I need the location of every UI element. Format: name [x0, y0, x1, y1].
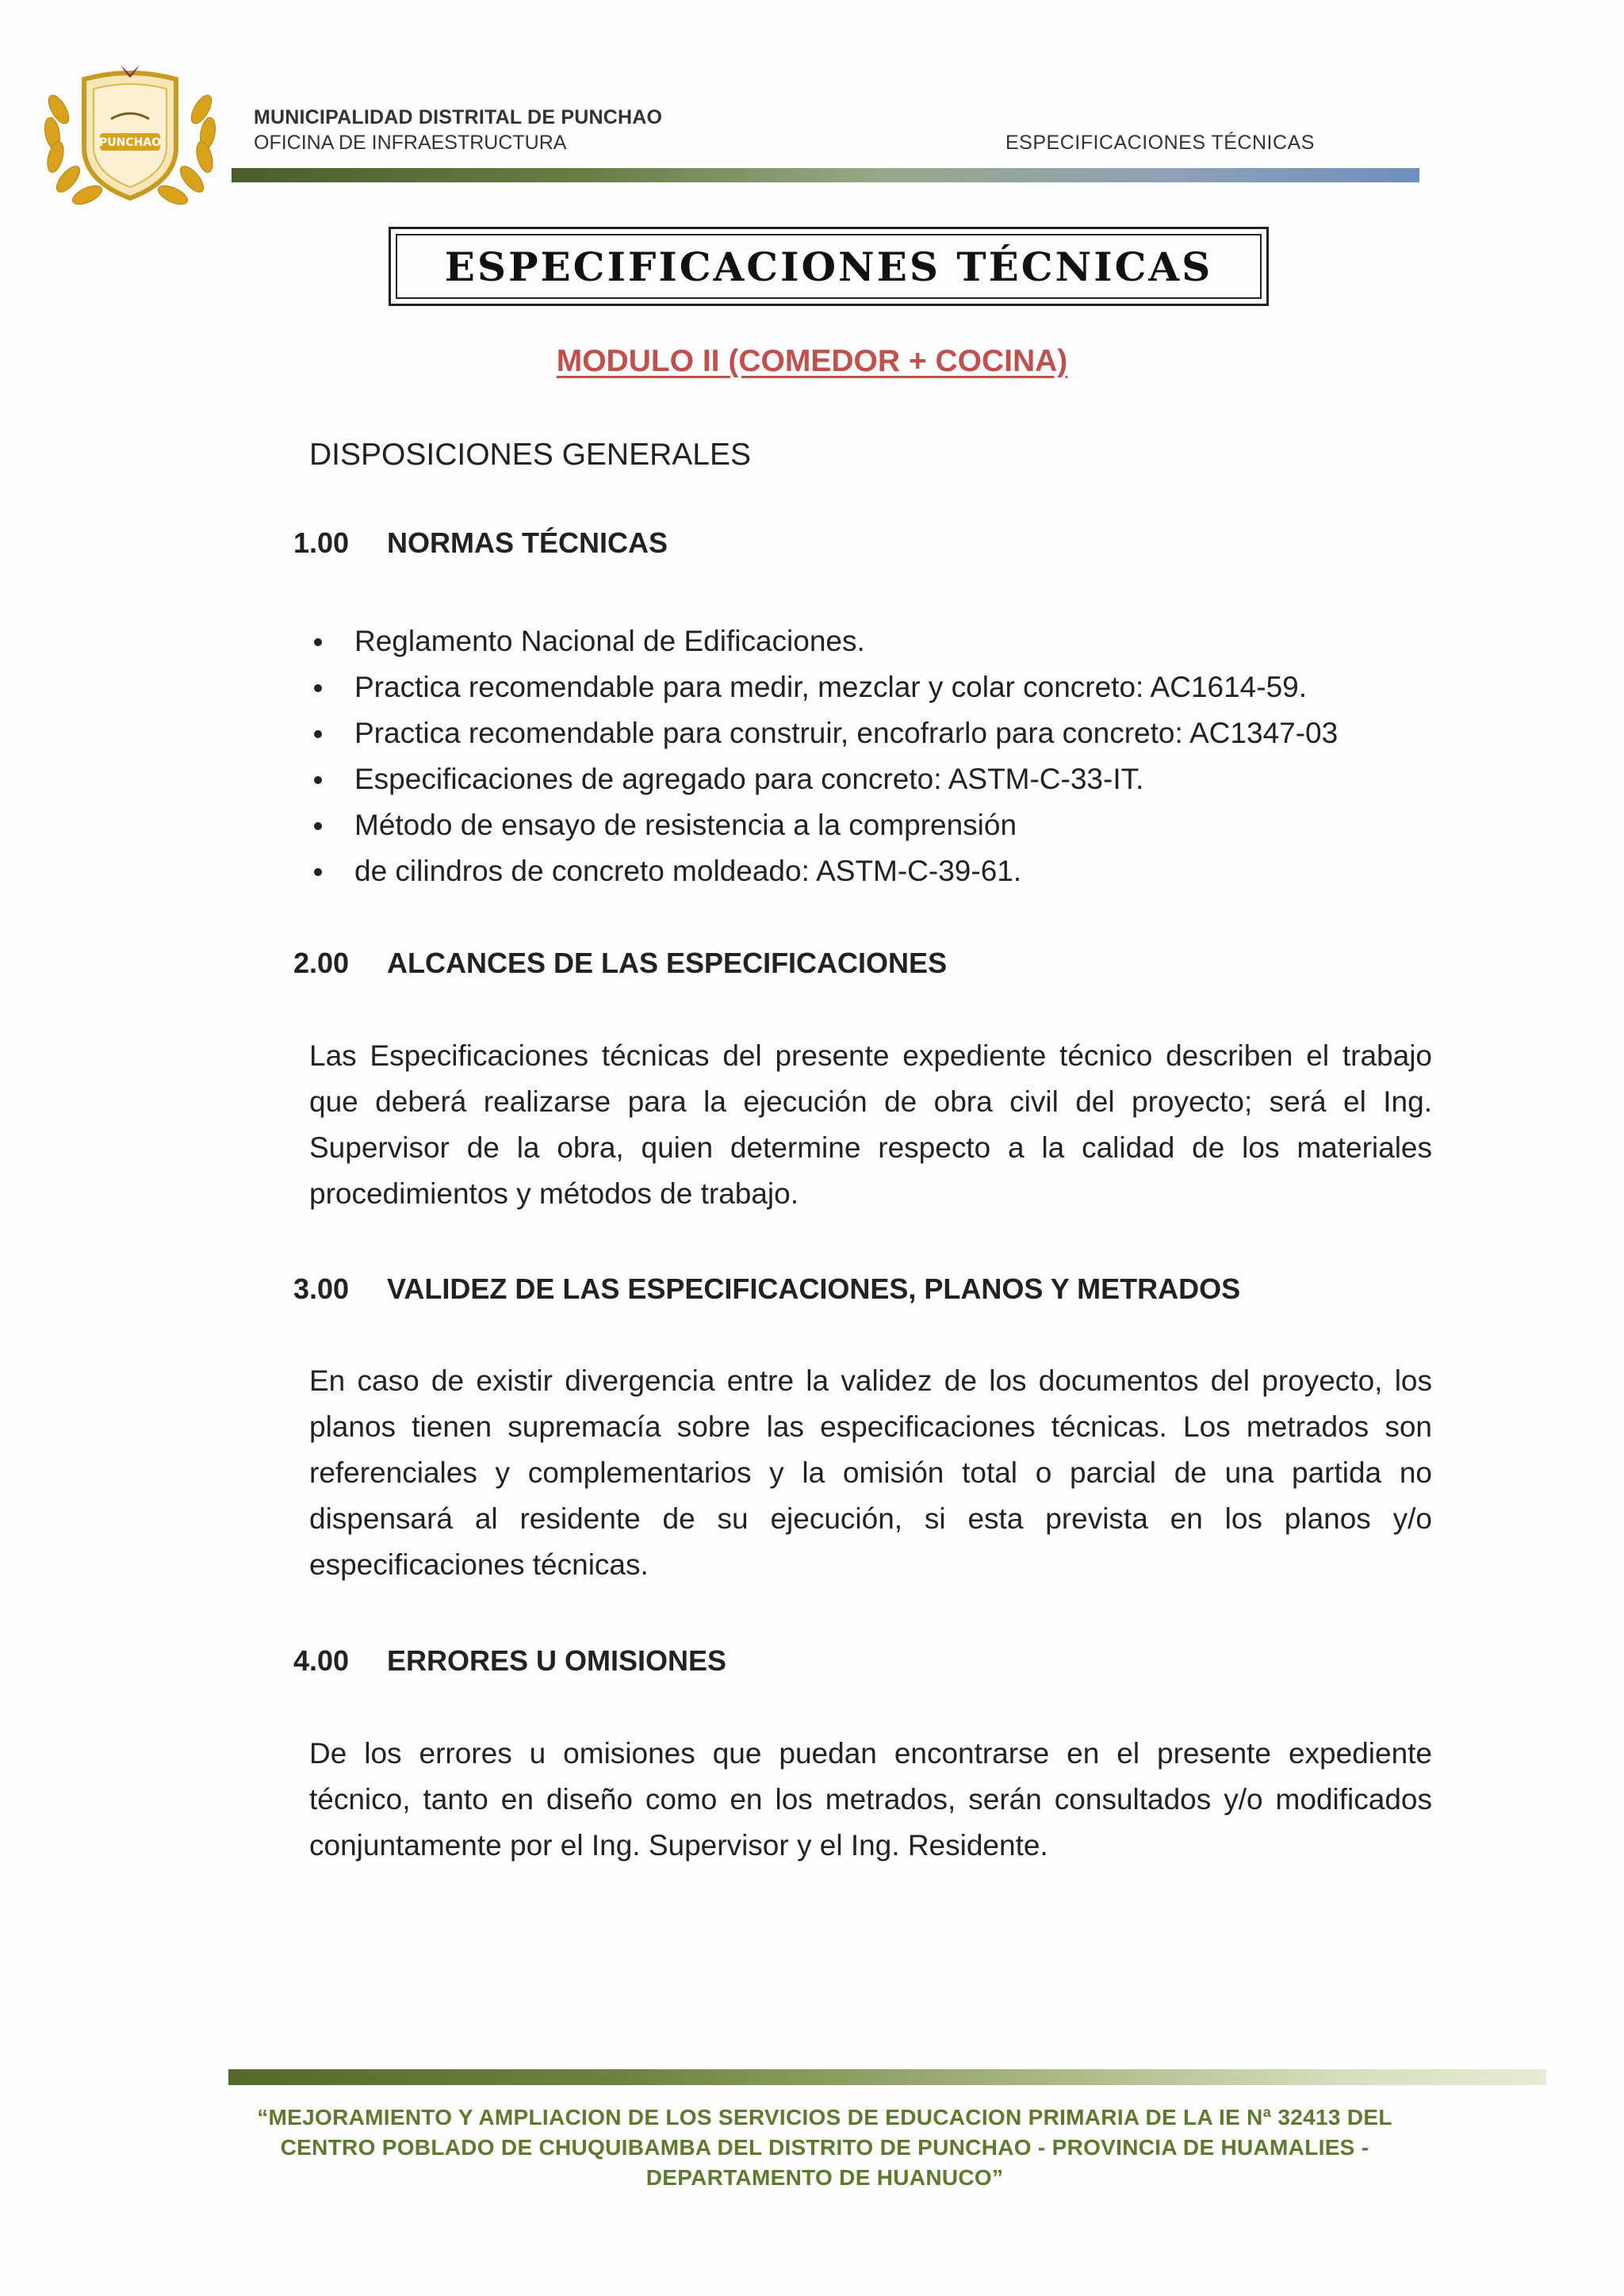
header-doc-label: ESPECIFICACIONES TÉCNICAS: [1005, 132, 1315, 154]
section-title: ERRORES U OMISIONES: [387, 1644, 727, 1677]
list-item: Especificaciones de agregado para concreto: ASTM-C-33-IT.: [309, 756, 1435, 802]
section-title: NORMAS TÉCNICAS: [387, 526, 668, 559]
header-divider: [232, 168, 1419, 182]
page-title: ESPECIFICACIONES TÉCNICAS: [444, 243, 1213, 290]
crest-icon: [35, 62, 225, 212]
section-number: 1.00: [293, 526, 350, 559]
list-item: de cilindros de concreto moldeado: ASTM-C-39-61.: [309, 848, 1435, 894]
title-box: [389, 227, 1269, 306]
section-paragraph: En caso de existir divergencia entre la validez de los documentos del proyecto, los planos tienen supremacía sobre las especificaciones técnicas. Los metrados son referenciales y complementarios y la omisión total o parcial de una partida no dispensará al residente de su ejecución, si esta prevista en los planos y/o especificaciones técnicas.: [309, 1364, 1432, 1581]
section-heading: [293, 947, 947, 980]
section-heading: [293, 526, 668, 560]
section-paragraph: Las Especificaciones técnicas del presente expediente técnico describen el trabajo que deberá realizarse para la ejecución de obra civil del proyecto; será el Ing. Supervisor de la obra, quien determine respecto a la calidad de los materiales procedimientos y métodos de trabajo.: [309, 1039, 1432, 1210]
municipality-logo: [35, 62, 225, 212]
general-heading: DISPOSICIONES GENERALES: [309, 438, 751, 472]
list-item: Método de ensayo de resistencia a la comprensión: [309, 802, 1435, 848]
list-item: Practica recomendable para construir, encofrarlo para concreto: AC1347-03: [309, 710, 1435, 756]
section-number: 2.00: [293, 947, 350, 979]
section-number: 3.00: [293, 1272, 350, 1305]
norms-list: [309, 618, 1435, 894]
section-heading: [293, 1272, 1240, 1306]
office-name: OFICINA DE INFRAESTRUCTURA: [254, 132, 567, 154]
list-item: Reglamento Nacional de Edificaciones.: [309, 618, 1435, 664]
footer-project-title: “MEJORAMIENTO Y AMPLIACION DE LOS SERVICIOS DE EDUCACION PRIMARIA DE LA IE Nª 32413 DEL CENTRO POBLADO DE CHUQUIBAMBA DEL DISTRITO DE PUNCHAO - PROVINCIA DE HUAMALIES - DEPARTAMENTO DE HUANUCO”: [257, 2105, 1392, 2190]
module-subtitle: MODULO II (COMEDOR + COCINA): [556, 344, 1068, 378]
list-item: Practica recomendable para medir, mezclar y colar concreto: AC1614-59.: [309, 664, 1435, 710]
logo-text: PUNCHAO: [98, 136, 162, 149]
section-number: 4.00: [293, 1644, 350, 1677]
section-paragraph: De los errores u omisiones que puedan encontrarse en el presente expediente técnico, tanto en diseño como en los metrados, serán consultados y/o modificados conjuntamente por el Ing. Supervisor y el Ing. Residente.: [309, 1737, 1432, 1862]
footer-divider: [228, 2069, 1546, 2085]
section-heading: [293, 1644, 726, 1678]
organization-name: MUNICIPALIDAD DISTRITAL DE PUNCHAO: [254, 106, 663, 128]
section-title: ALCANCES DE LAS ESPECIFICACIONES: [387, 947, 948, 979]
section-title: VALIDEZ DE LAS ESPECIFICACIONES, PLANOS Y METRADOS: [387, 1272, 1241, 1305]
